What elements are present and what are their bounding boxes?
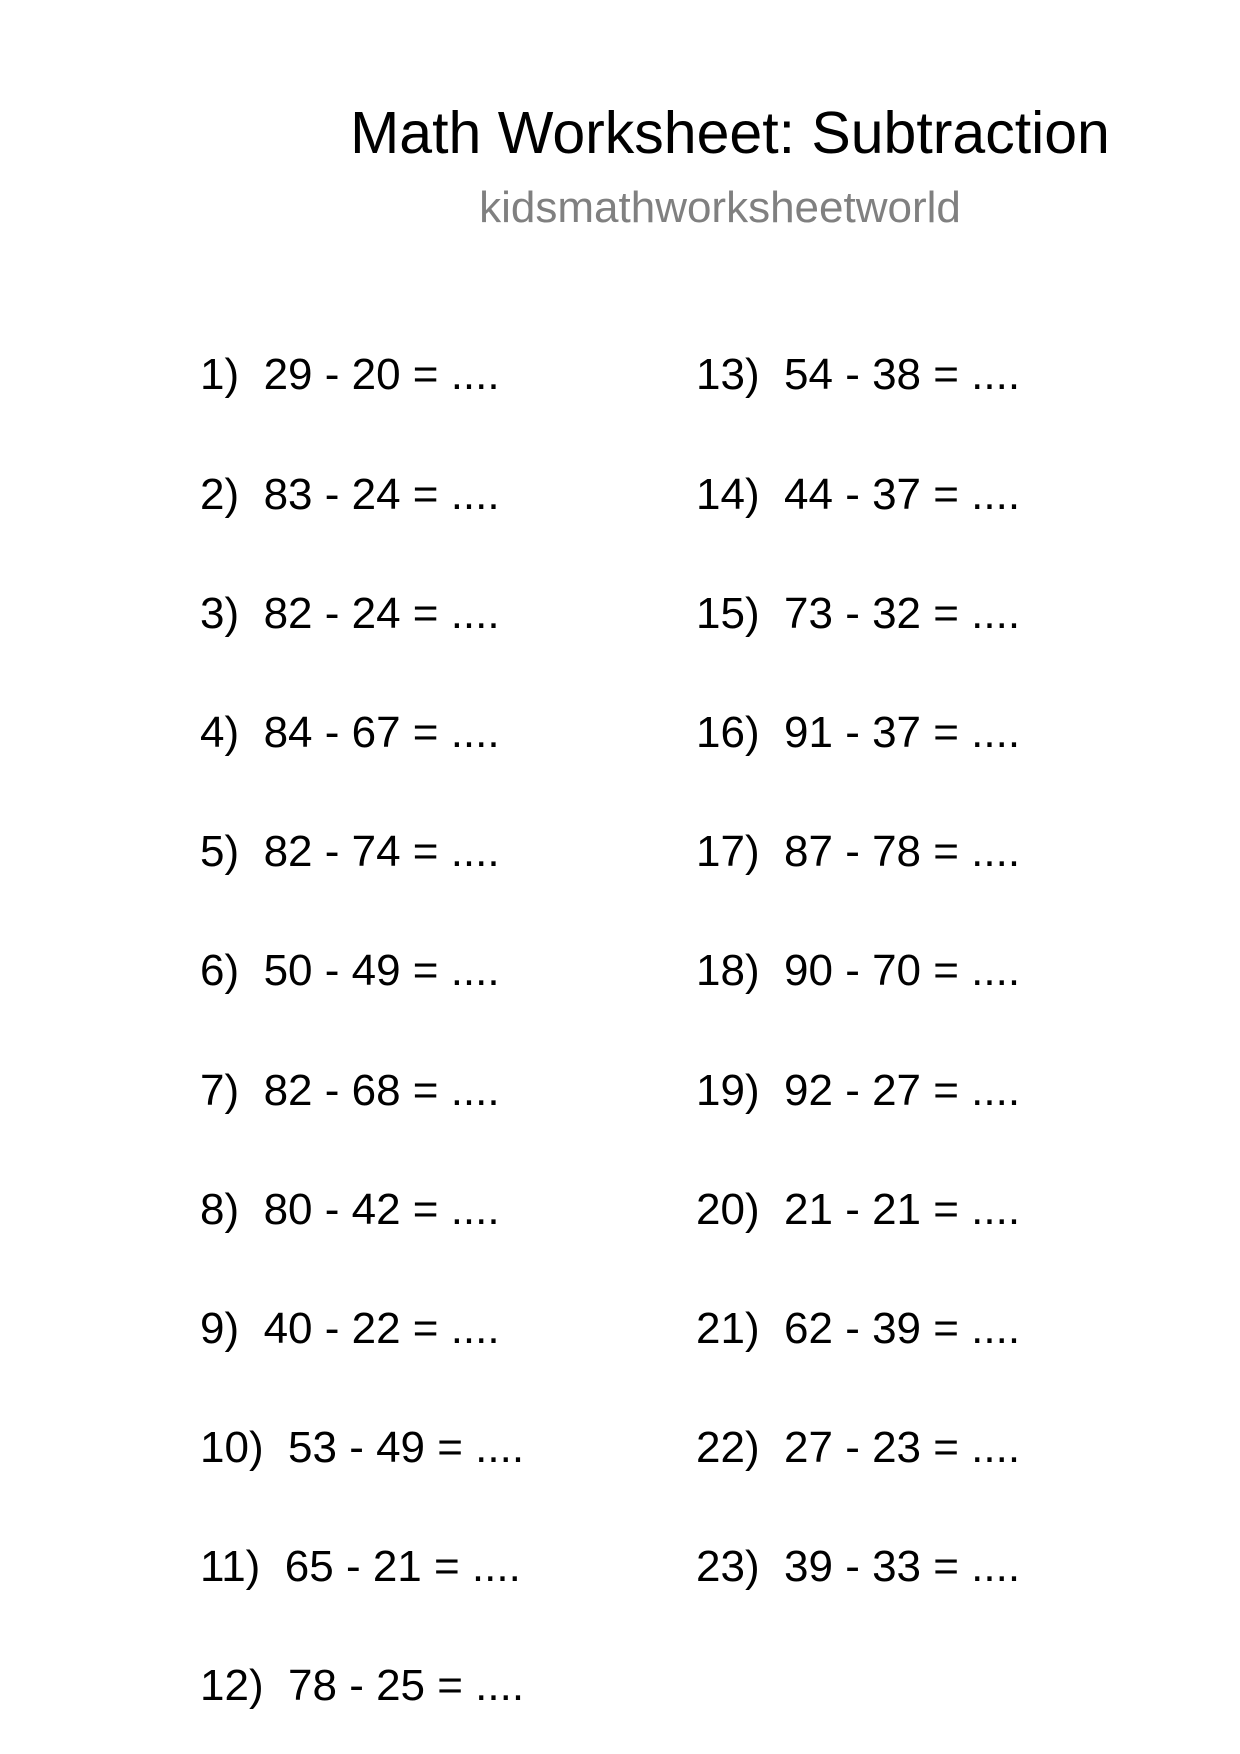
problem-21: 21) 62 - 39 = .... bbox=[696, 1304, 1021, 1353]
problem-14: 14) 44 - 37 = .... bbox=[696, 470, 1021, 519]
problem-10: 10) 53 - 49 = .... bbox=[200, 1423, 525, 1472]
problem-9: 9) 40 - 22 = .... bbox=[200, 1304, 500, 1353]
problem-16: 16) 91 - 37 = .... bbox=[696, 708, 1021, 757]
worksheet-title: Math Worksheet: Subtraction bbox=[350, 100, 1110, 166]
problem-3: 3) 82 - 24 = .... bbox=[200, 589, 500, 638]
problem-6: 6) 50 - 49 = .... bbox=[200, 946, 500, 995]
worksheet-subtitle: kidsmathworksheetworld bbox=[479, 183, 961, 232]
problem-12: 12) 78 - 25 = .... bbox=[200, 1661, 525, 1710]
problem-7: 7) 82 - 68 = .... bbox=[200, 1066, 500, 1115]
problem-19: 19) 92 - 27 = .... bbox=[696, 1066, 1021, 1115]
problem-1: 1) 29 - 20 = .... bbox=[200, 350, 500, 399]
problem-20: 20) 21 - 21 = .... bbox=[696, 1185, 1021, 1234]
problem-15: 15) 73 - 32 = .... bbox=[696, 589, 1021, 638]
problem-17: 17) 87 - 78 = .... bbox=[696, 827, 1021, 876]
problem-2: 2) 83 - 24 = .... bbox=[200, 470, 500, 519]
problem-22: 22) 27 - 23 = .... bbox=[696, 1423, 1021, 1472]
problem-11: 11) 65 - 21 = .... bbox=[200, 1542, 521, 1591]
problem-23: 23) 39 - 33 = .... bbox=[696, 1542, 1021, 1591]
problem-8: 8) 80 - 42 = .... bbox=[200, 1185, 500, 1234]
problem-13: 13) 54 - 38 = .... bbox=[696, 350, 1021, 399]
problem-5: 5) 82 - 74 = .... bbox=[200, 827, 500, 876]
problem-4: 4) 84 - 67 = .... bbox=[200, 708, 500, 757]
problem-18: 18) 90 - 70 = .... bbox=[696, 946, 1021, 995]
